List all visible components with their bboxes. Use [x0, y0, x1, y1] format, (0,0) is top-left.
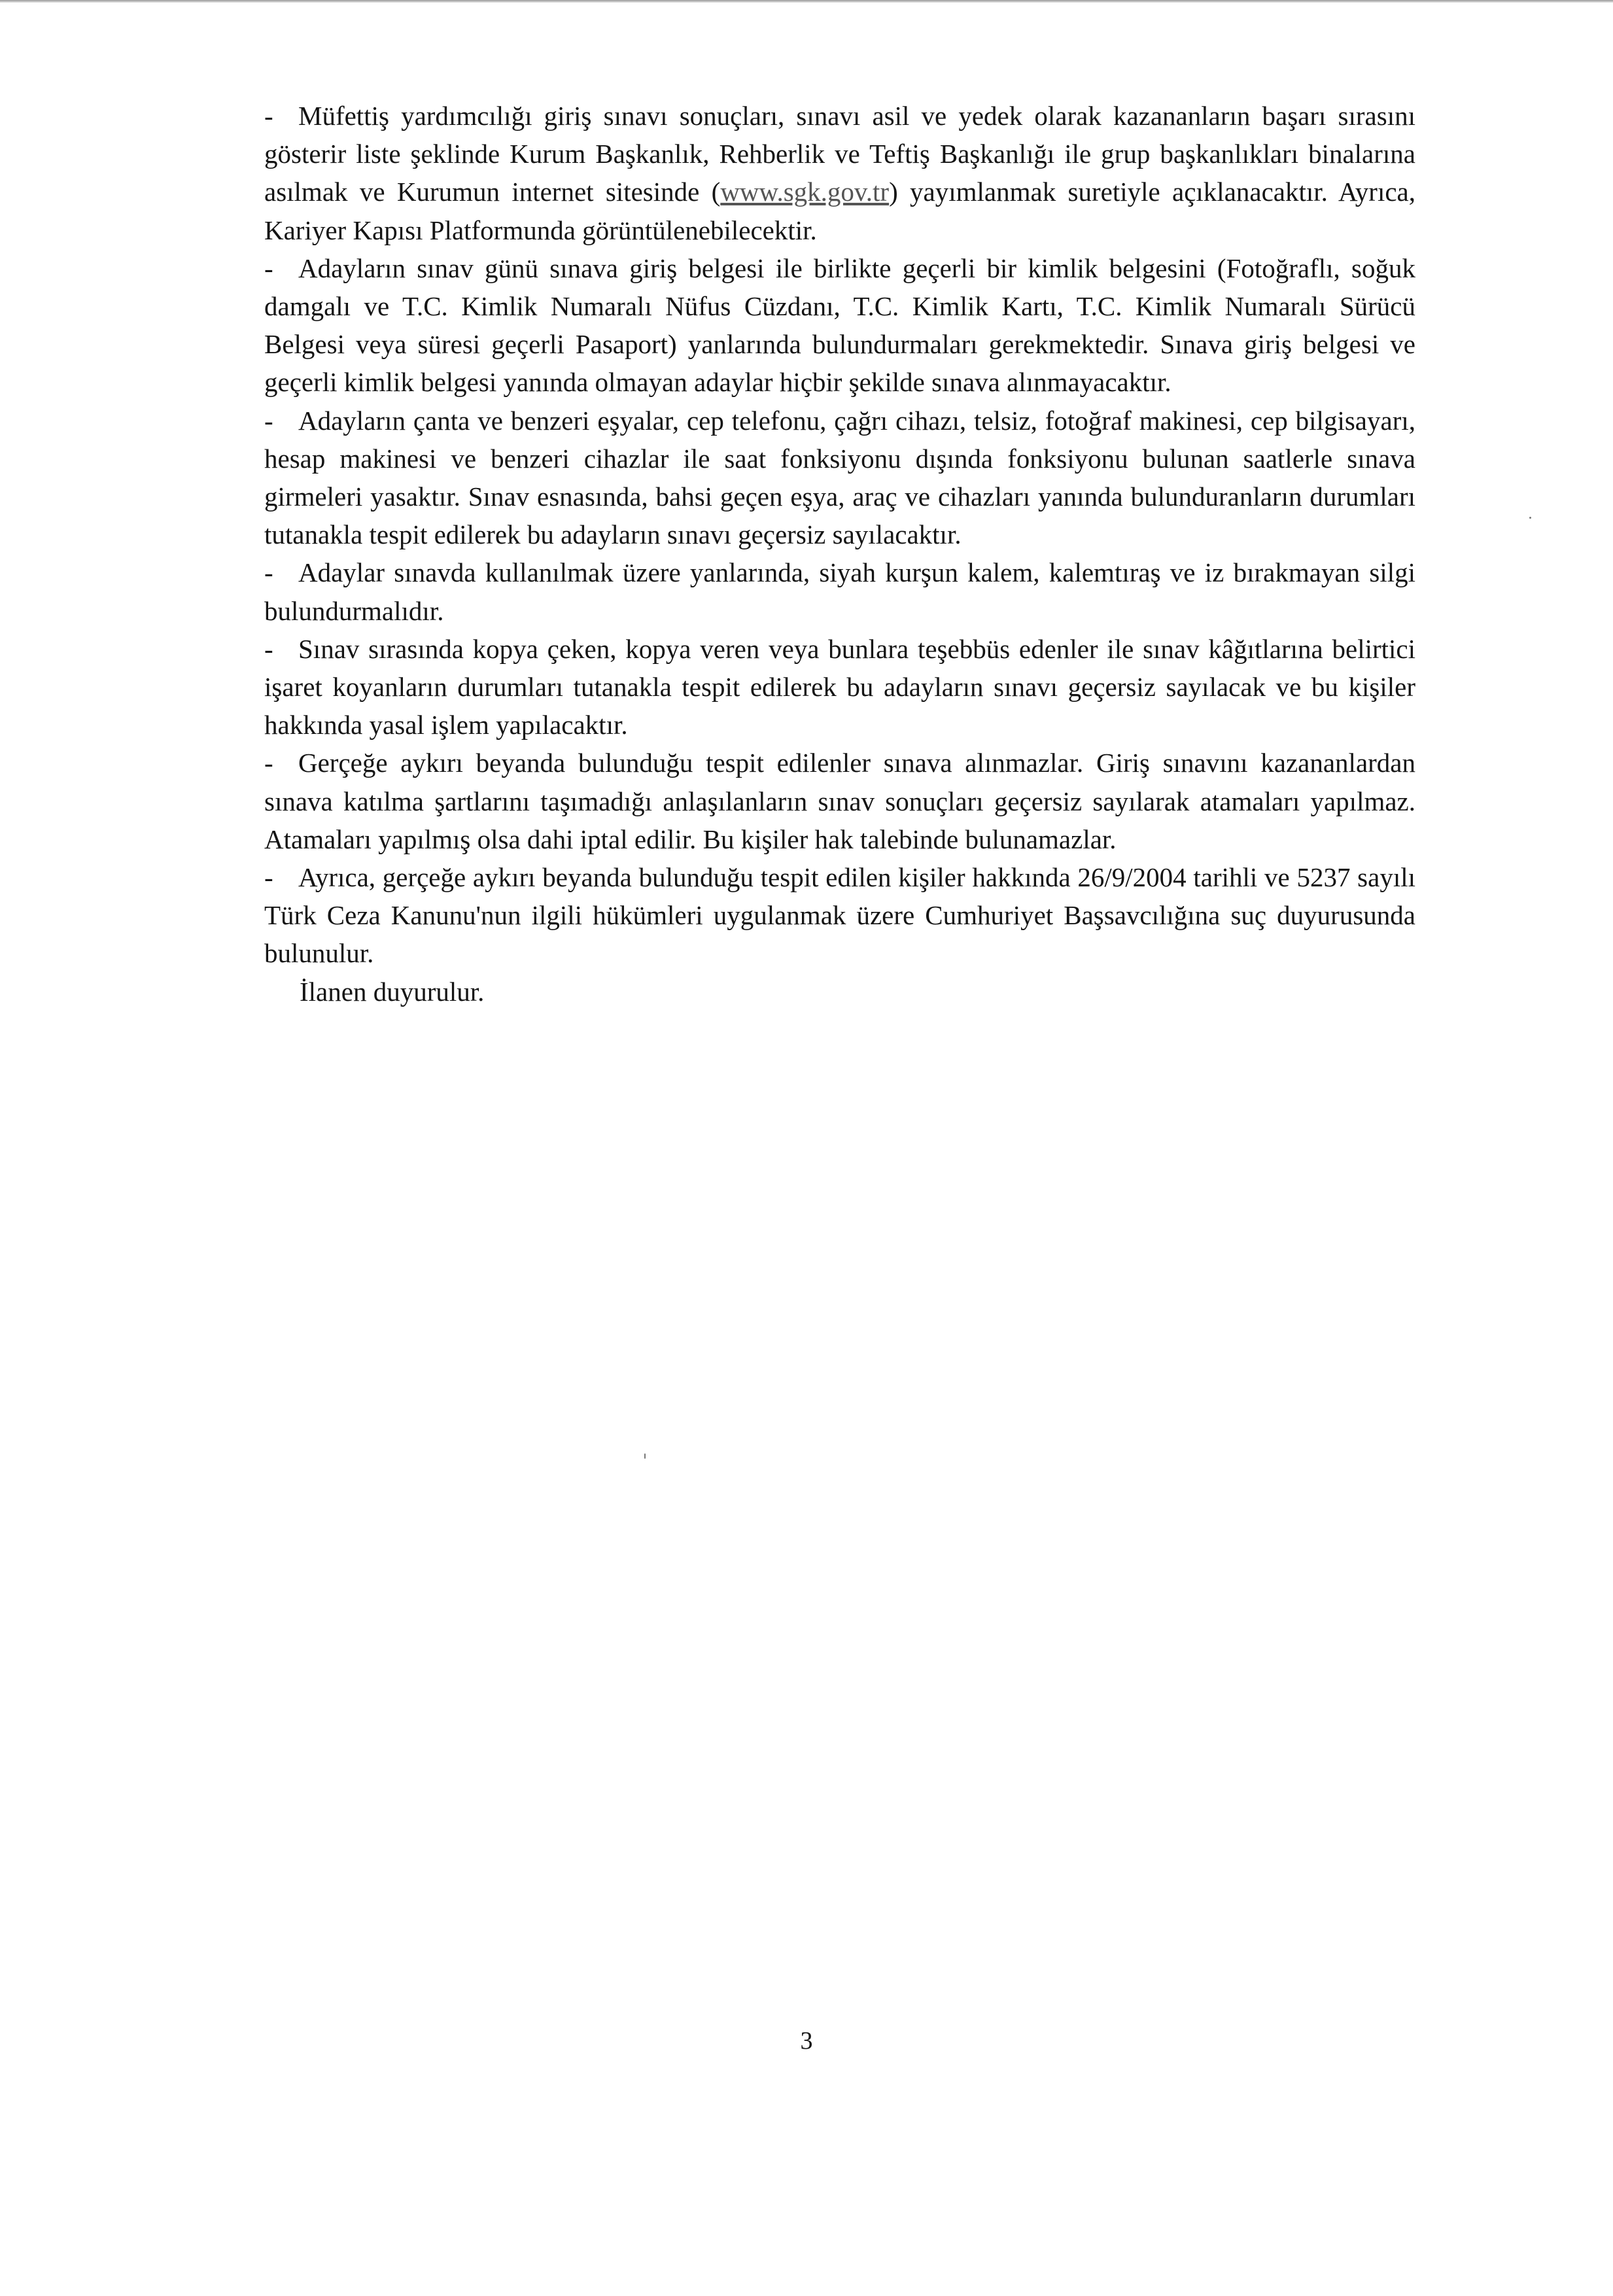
document-page [264, 97, 1415, 1011]
bullet-dash: - [264, 633, 273, 664]
paragraph-required-supplies [264, 553, 1415, 629]
paragraph-cheating-rules [264, 630, 1415, 744]
bullet-dash: - [264, 101, 273, 131]
bullet-dash: - [264, 862, 273, 893]
paragraph-identity-documents [264, 249, 1415, 402]
page-number: 3 [800, 2027, 813, 2055]
scan-speck [644, 1453, 646, 1459]
bullet-dash: - [264, 405, 273, 436]
paragraph-exam-results [264, 97, 1415, 249]
paragraph-text: Adayların çanta ve benzeri eşyalar, cep telefonu, çağrı cihazı, telsiz, fotoğraf makinesi, cep bilgisayarı, hesap makinesi ve benzeri cihazlar ile saat fonksiyonu dışında fonksiyonu bulunan saatlerle sınava girmeleri yasaktır. Sınav esnasında, bahsi geçen eşya, araç ve cihazları yanında bulunduranların durumları tutanakla tespit edilerek bu adayların sınavı geçersiz sayılacaktır. [264, 405, 1415, 550]
paragraph-text-continued: ) yayımlanmak suretiyle açıklanacaktır. Ayrıca, Kariyer Kapısı Platformunda görüntülenebilecektir. [264, 177, 1415, 245]
paragraph-text: Sınav sırasında kopya çeken, kopya veren veya bunlara teşebbüs edenler ile sınav kâğıtlarına belirtici işaret koyanların durumları tutanakla tespit edilerek bu adayların sınavı geçersiz sayılacak ve bu kişiler hakkında yasal işlem yapılacaktır. [264, 633, 1415, 740]
scan-speck [1529, 517, 1531, 519]
paragraph-text: Adaylar sınavda kullanılmak üzere yanlarında, siyah kurşun kalem, kalemtıraş ve iz bırakmayan silgi bulundurmalıdır. [264, 557, 1415, 626]
paragraph-false-statements [264, 744, 1415, 858]
bullet-dash: - [264, 252, 273, 283]
paragraph-text: Müfettiş yardımcılığı giriş sınavı sonuçları, sınavı asil ve yedek olarak kazananların başarı sırasını gösterir liste şeklinde Kurum Başkanlık, Rehberlik ve Teftiş Başkanlığı ile grup başkanlıkları binalarına asılmak ve Kurumun internet sitesinde ( [264, 101, 1415, 207]
website-link[interactable]: www.sgk.gov.tr [720, 177, 890, 207]
paragraph-criminal-complaint [264, 858, 1415, 973]
paragraph-text: Ayrıca, gerçeğe aykırı beyanda bulunduğu tespit edilen kişiler hakkında 26/9/2004 tarihli ve 5237 sayılı Türk Ceza Kanunu'nun ilgili hükümleri uygulanmak üzere Cumhuriyet Başsavcılığına suç duyurusunda bulunulur. [264, 862, 1415, 969]
closing-statement: İlanen duyurulur. [300, 976, 485, 1007]
bullet-dash: - [264, 557, 273, 588]
bullet-dash: - [264, 748, 273, 778]
paragraph-text: Gerçeğe aykırı beyanda bulunduğu tespit edilenler sınava alınmazlar. Giriş sınavını kazananlardan sınava katılma şartlarını taşımadığı anlaşılanların sınav sonuçları geçersiz sayılarak atamaları yapılmaz. Atamaları yapılmış olsa dahi iptal edilir. Bu kişiler hak talebinde bulunamazlar. [264, 748, 1415, 854]
scan-top-edge [0, 0, 1613, 3]
paragraph-prohibited-items [264, 402, 1415, 554]
paragraph-text: Adayların sınav günü sınava giriş belgesi ile birlikte geçerli bir kimlik belgesini (Fotoğraflı, soğuk damgalı ve T.C. Kimlik Numaralı Nüfus Cüzdanı, T.C. Kimlik Kartı, T.C. Kimlik Numaralı Sürücü Belgesi veya süresi geçerli Pasaport) yanlarında bulundurmaları gerekmektedir. Sınava giriş belgesi ve geçerli kimlik belgesi yanında olmayan adaylar hiçbir şekilde sınava alınmayacaktır. [264, 252, 1415, 398]
